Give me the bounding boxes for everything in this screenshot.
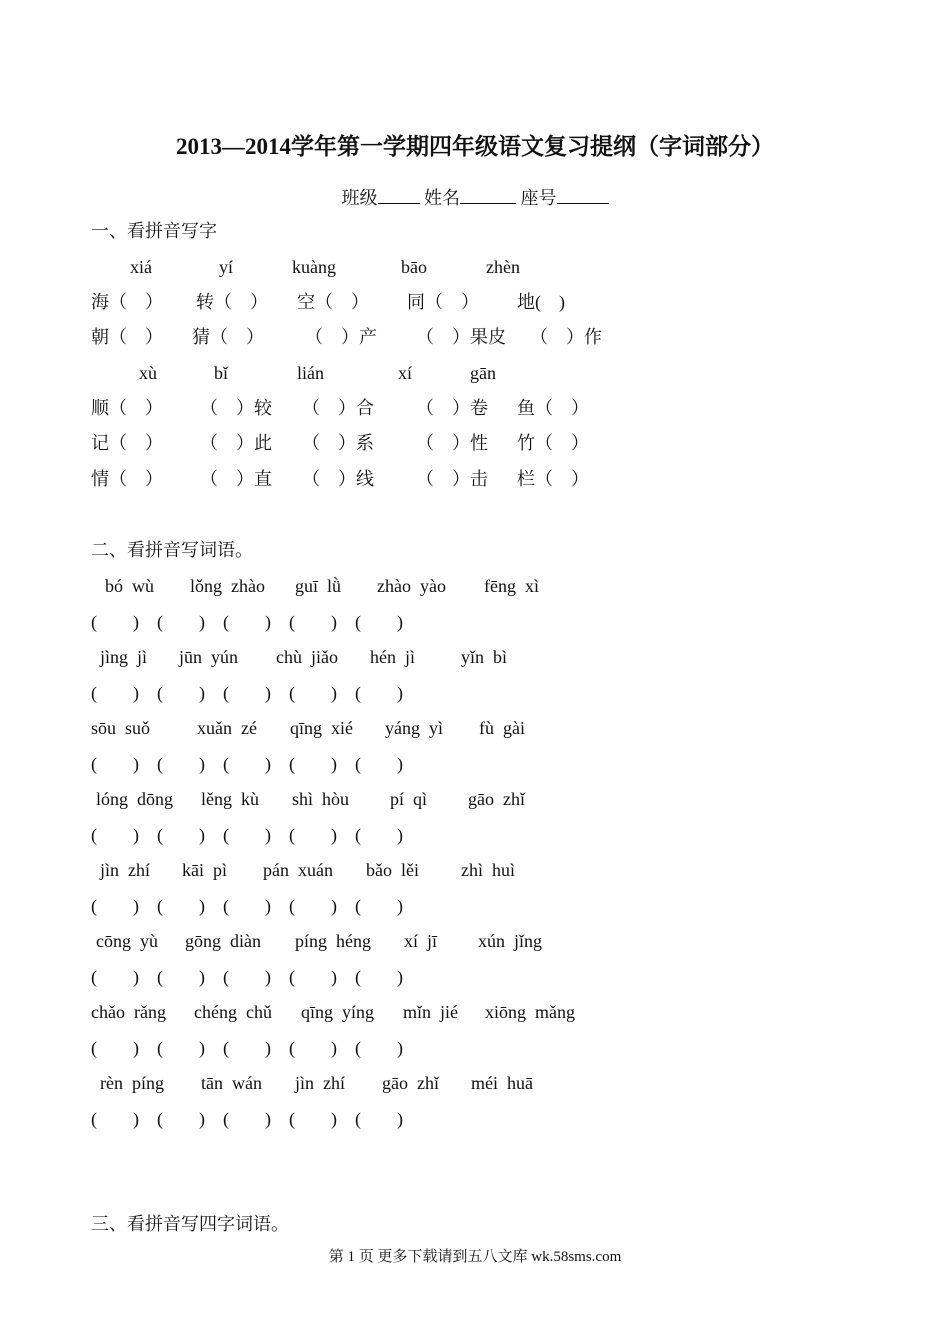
pinyin-word: xuǎn zé <box>197 718 257 738</box>
char-blank[interactable]: 地( ) <box>517 292 565 312</box>
answer-row[interactable]: ( ) ( ) ( ) ( ) ( ) <box>91 1038 403 1058</box>
class-label: 班级 <box>341 188 378 208</box>
student-info <box>0 184 950 210</box>
pinyin-word: chéng chǔ <box>194 1002 272 1022</box>
char-blank[interactable]: （ ）系 <box>302 433 374 453</box>
char-blank[interactable]: （ ）卷 <box>416 398 488 418</box>
page-footer: 第 1 页 更多下载请到五八文库 wk.58sms.com <box>328 1249 622 1265</box>
pinyin-word: xiōng mǎng <box>485 1002 575 1022</box>
pinyin-word: pán xuán <box>263 860 333 880</box>
pinyin-label: bǐ <box>214 363 229 383</box>
pinyin-word: píng héng <box>295 931 371 951</box>
name-label: 姓名 <box>424 188 460 208</box>
seat-label: 座号 <box>520 188 557 208</box>
pinyin-word: pí qì <box>390 789 428 809</box>
class-blank[interactable] <box>378 189 420 204</box>
pinyin-word: fù gài <box>479 718 525 738</box>
pinyin-word: fēng xì <box>484 576 539 596</box>
char-blank[interactable]: 竹（ ） <box>517 433 589 453</box>
pinyin-word: jìn zhí <box>100 860 150 880</box>
char-blank[interactable]: （ ）作 <box>530 327 602 347</box>
char-blank[interactable]: 记（ ） <box>91 433 163 453</box>
answer-row[interactable]: ( ) ( ) ( ) ( ) ( ) <box>91 754 403 774</box>
char-blank[interactable]: （ ）性 <box>416 433 488 453</box>
pinyin-label: kuàng <box>292 257 336 277</box>
section2-heading: 二、看拼音写词语。 <box>91 540 253 560</box>
pinyin-word: chù jiǎo <box>276 647 338 667</box>
pinyin-word: mǐn jié <box>403 1002 458 1022</box>
name-blank[interactable] <box>460 189 516 204</box>
pinyin-word: kāi pì <box>182 860 227 880</box>
pinyin-word: zhào yào <box>377 576 446 596</box>
char-blank[interactable]: （ ）线 <box>302 469 374 489</box>
pinyin-word: guī lǜ <box>295 576 342 596</box>
pinyin-word: tān wán <box>201 1073 262 1093</box>
pinyin-label: xù <box>139 363 157 383</box>
char-blank[interactable]: （ ）产 <box>305 327 377 347</box>
char-blank[interactable]: （ ）果皮 <box>416 327 506 347</box>
pinyin-word: yáng yì <box>385 718 443 738</box>
pinyin-label: zhèn <box>486 257 520 277</box>
pinyin-word: cōng yù <box>96 931 158 951</box>
char-blank[interactable]: 空（ ） <box>297 292 369 312</box>
pinyin-word: jūn yún <box>179 647 239 667</box>
char-blank[interactable]: 海（ ） <box>91 292 163 312</box>
pinyin-label: xiá <box>130 257 152 277</box>
answer-row[interactable]: ( ) ( ) ( ) ( ) ( ) <box>91 683 403 703</box>
pinyin-word: hén jì <box>370 647 415 667</box>
pinyin-word: gāo zhǐ <box>382 1073 439 1093</box>
pinyin-word: lóng dōng <box>96 789 174 809</box>
pinyin-word: xí jī <box>404 931 438 951</box>
pinyin-word: sōu suǒ <box>91 718 151 738</box>
pinyin-label: lián <box>297 363 324 383</box>
char-blank[interactable]: （ ）此 <box>200 433 272 453</box>
char-blank[interactable]: 顺（ ） <box>91 398 163 418</box>
pinyin-word: lěng kù <box>201 789 259 809</box>
pinyin-word: méi huā <box>471 1073 533 1093</box>
pinyin-word: gōng diàn <box>185 931 261 951</box>
char-blank[interactable]: （ ）直 <box>200 469 272 489</box>
pinyin-word: lǒng zhào <box>190 576 265 596</box>
pinyin-word: shì hòu <box>292 789 350 809</box>
pinyin-word: qīng yíng <box>301 1002 375 1022</box>
pinyin-word: rèn píng <box>100 1073 164 1093</box>
answer-row[interactable]: ( ) ( ) ( ) ( ) ( ) <box>91 1109 403 1129</box>
answer-row[interactable]: ( ) ( ) ( ) ( ) ( ) <box>91 825 403 845</box>
pinyin-label: gān <box>470 363 496 383</box>
section1-heading: 一、看拼音写字 <box>91 221 217 241</box>
pinyin-word: jìng jì <box>100 647 148 667</box>
answer-row[interactable]: ( ) ( ) ( ) ( ) ( ) <box>91 967 403 987</box>
char-blank[interactable]: 朝（ ） <box>91 327 163 347</box>
char-blank[interactable]: （ ）击 <box>416 469 488 489</box>
char-blank[interactable]: 转（ ） <box>196 292 268 312</box>
pinyin-word: bǎo lěi <box>366 860 419 880</box>
pinyin-label: xí <box>398 363 413 383</box>
section3-heading: 三、看拼音写四字词语。 <box>91 1214 289 1234</box>
pinyin-word: yǐn bì <box>461 647 508 667</box>
seat-blank[interactable] <box>557 189 609 204</box>
pinyin-label: bāo <box>401 257 427 277</box>
char-blank[interactable]: 同（ ） <box>407 292 479 312</box>
pinyin-word: jìn zhí <box>295 1073 345 1093</box>
char-blank[interactable]: 情（ ） <box>91 469 163 489</box>
char-blank[interactable]: 猜（ ） <box>192 327 264 347</box>
pinyin-word: zhì huì <box>461 860 515 880</box>
answer-row[interactable]: ( ) ( ) ( ) ( ) ( ) <box>91 612 403 632</box>
pinyin-word: gāo zhǐ <box>468 789 525 809</box>
pinyin-word: chǎo rǎng <box>91 1002 166 1022</box>
char-blank[interactable]: （ ）合 <box>302 398 374 418</box>
pinyin-label: yí <box>219 257 234 277</box>
page-title: 2013—2014学年第一学期四年级语文复习提纲（字词部分） <box>176 134 774 159</box>
pinyin-word: xún jǐng <box>478 931 543 951</box>
char-blank[interactable]: 栏（ ） <box>517 469 589 489</box>
char-blank[interactable]: 鱼（ ） <box>517 398 589 418</box>
answer-row[interactable]: ( ) ( ) ( ) ( ) ( ) <box>91 896 403 916</box>
pinyin-word: qīng xié <box>290 718 353 738</box>
char-blank[interactable]: （ ）较 <box>200 398 272 418</box>
pinyin-word: bó wù <box>105 576 154 596</box>
